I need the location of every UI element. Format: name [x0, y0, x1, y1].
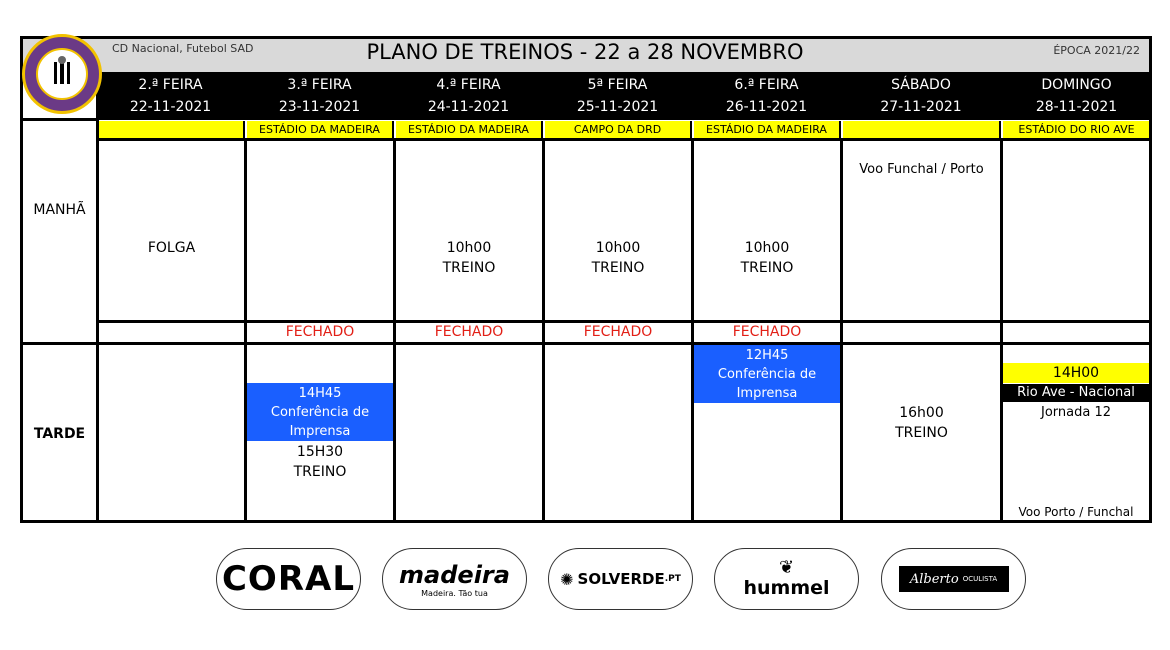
morning-wed: 10h00 TREINO — [442, 240, 496, 276]
hummel-bee-icon: ❦ — [778, 557, 795, 578]
grid-line — [20, 36, 23, 523]
club-name: CD Nacional, Futebol SAD — [112, 42, 254, 55]
row-label-column — [20, 118, 99, 523]
day-header-sun: DOMINGO 28-11-2021 — [1035, 77, 1118, 115]
sponsor-alberto-logo: Alberto OCULISTA — [881, 548, 1026, 610]
morning-thu: 10h00 TREINO — [591, 240, 645, 276]
match-name: Rio Ave - Nacional — [1003, 384, 1149, 402]
grid-line — [20, 520, 1152, 523]
venue-tue: ESTÁDIO DA MADEIRA — [247, 121, 394, 138]
grid-line — [96, 72, 99, 523]
press-conference-tue: 14H45 Conferência de Imprensa — [247, 383, 393, 441]
closed-wed: FECHADO — [434, 324, 504, 340]
match-time: 14H00 — [1003, 363, 1149, 383]
sunday-flight: Voo Porto / Funchal — [1018, 505, 1134, 519]
venue-mon — [98, 121, 245, 138]
morning-fri: 10h00 TREINO — [740, 240, 794, 276]
day-header-thu: 5ª FEIRA 25-11-2021 — [576, 77, 659, 115]
venue-wed: ESTÁDIO DA MADEIRA — [396, 121, 543, 138]
solverde-sun-icon: ✺ — [560, 569, 574, 589]
row-divider — [20, 342, 1152, 345]
day-header-fri: 6.ª FEIRA 26-11-2021 — [725, 77, 808, 115]
closed-fri: FECHADO — [732, 324, 802, 340]
closed-tue: FECHADO — [285, 324, 355, 340]
row-label-morning: MANHÃ — [33, 202, 86, 218]
grid-line — [1000, 138, 1003, 523]
sponsor-solverde-logo: ✺ SOLVERDE .PT — [548, 548, 693, 610]
closed-thu: FECHADO — [583, 324, 653, 340]
training-sat: 16h00 TREINO — [895, 405, 948, 441]
press-conference-fri: 12H45 Conferência de Imprensa — [694, 345, 840, 403]
day-header-tue: 3.ª FEIRA 23-11-2021 — [278, 77, 361, 115]
venue-fri: ESTÁDIO DA MADEIRA — [694, 121, 841, 138]
venue-sun: ESTÁDIO DO RIO AVE — [1003, 121, 1150, 138]
sponsor-madeira-logo: madeira Madeira. Tão tua — [382, 548, 527, 610]
sponsor-coral-logo: CORAL — [216, 548, 361, 610]
season-label: ÉPOCA 2021/22 — [1053, 44, 1140, 57]
morning-sat: Voo Funchal / Porto — [859, 162, 984, 177]
club-crest-shield-icon — [36, 48, 88, 100]
morning-mon: FOLGA — [147, 240, 196, 256]
grid-line — [1149, 36, 1152, 523]
training-tue: 15H30 TREINO — [293, 444, 347, 480]
sponsor-hummel-logo: ❦ hummel — [714, 548, 859, 610]
grid-line — [96, 138, 1152, 141]
page-title: PLANO DE TREINOS - 22 a 28 NOVEMBRO — [366, 40, 804, 64]
venue-sat — [843, 121, 1001, 138]
match-round: Jornada 12 — [1040, 405, 1111, 420]
day-header-mon: 2.ª FEIRA 22-11-2021 — [129, 77, 212, 115]
grid-line — [840, 138, 843, 523]
day-header-wed: 4.ª FEIRA 24-11-2021 — [427, 77, 510, 115]
row-label-afternoon: TARDE — [33, 426, 86, 442]
day-header-sat: SÁBADO 27-11-2021 — [880, 77, 962, 115]
venue-thu: CAMPO DA DRD — [545, 121, 692, 138]
